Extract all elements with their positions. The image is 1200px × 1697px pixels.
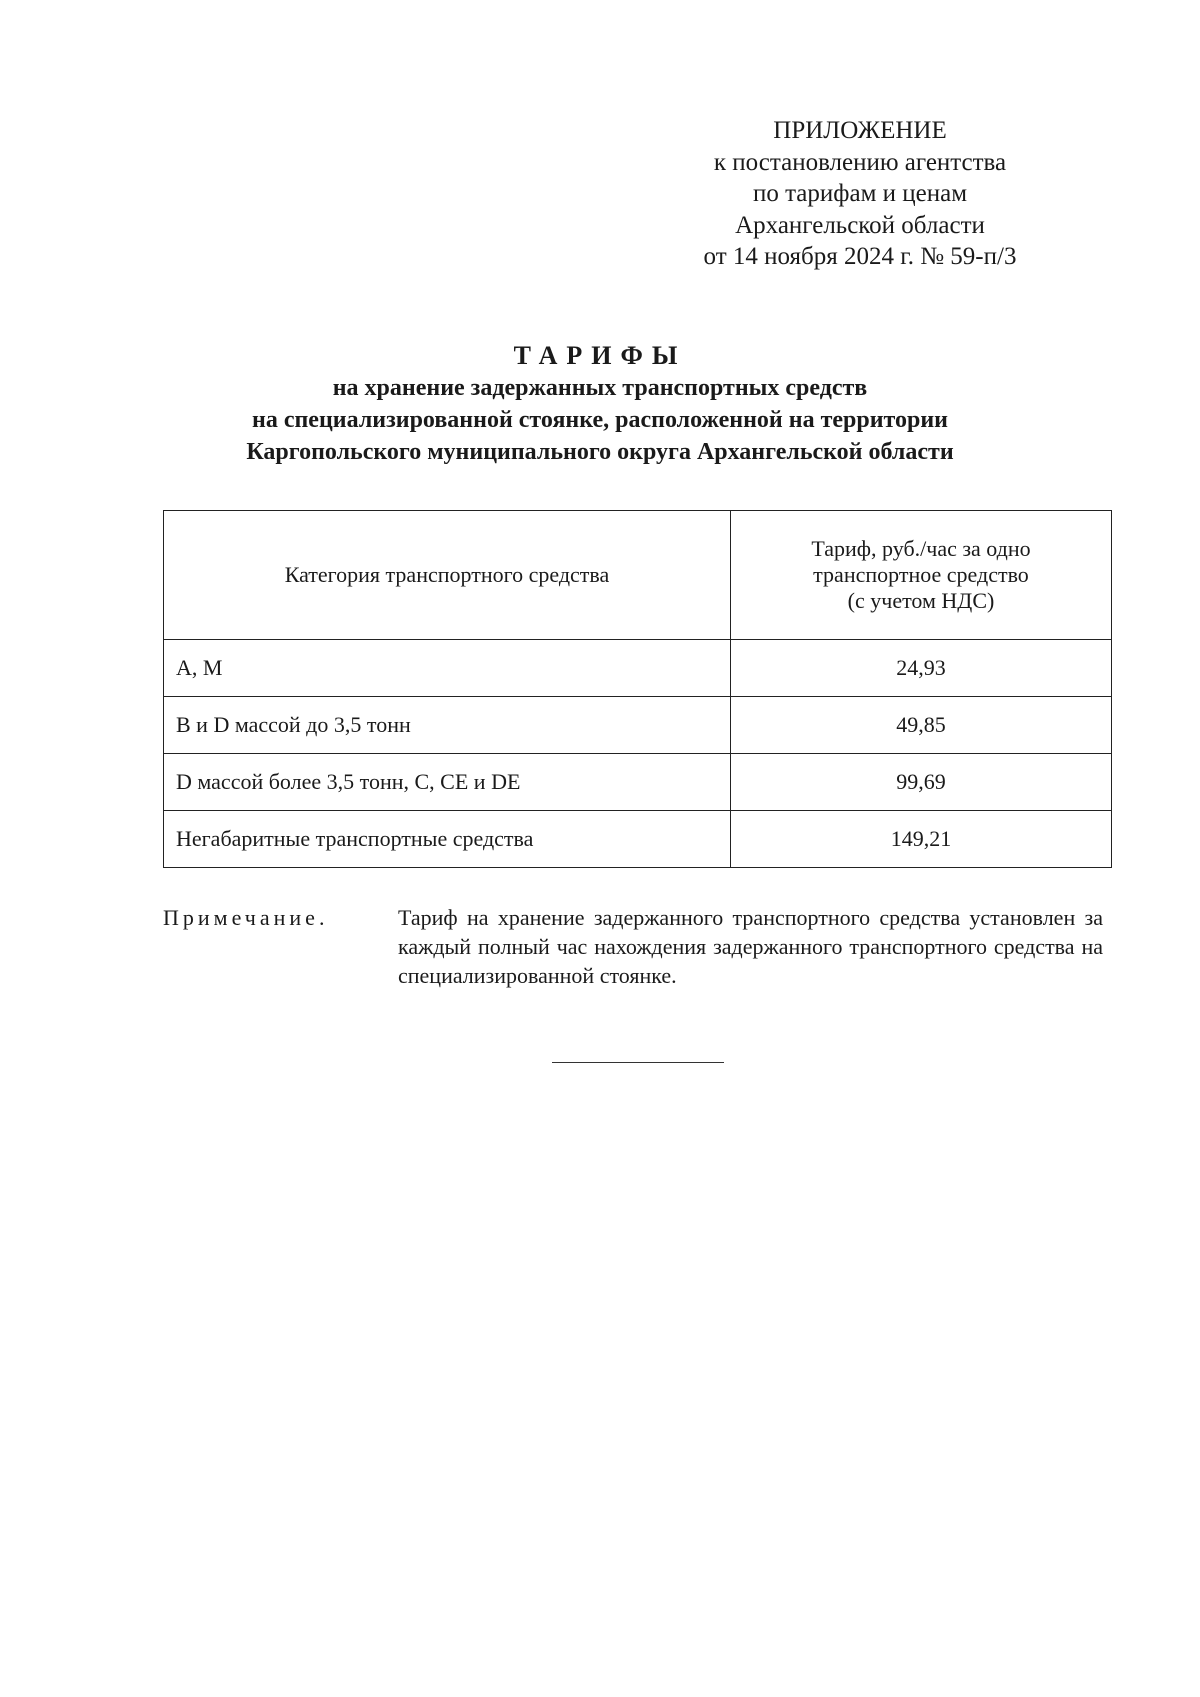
table-row <box>164 697 1112 754</box>
tariffs-table <box>163 510 1112 868</box>
row-tariff: 24,93 <box>731 640 1112 697</box>
note-text: Тариф на хранение задержанного транспортного средства установлен за каждый полный час нахождения задержанного транспортного средства на специализированной стоянке. <box>398 905 1103 988</box>
document-title <box>160 340 1040 468</box>
header-tariff-line: (с учетом НДС) <box>847 588 995 613</box>
title-line: Каргопольского муниципального округа Архангельской области <box>246 439 954 465</box>
appendix-title: ПРИЛОЖЕНИЕ <box>773 117 947 144</box>
row-category: D массой более 3,5 тонн, C, CE и DE <box>164 754 731 811</box>
header-tariff-line: транспортное средство <box>813 562 1029 587</box>
row-tariff: 49,85 <box>731 697 1112 754</box>
table-row <box>164 811 1112 868</box>
title-line: на специализированной стоянке, расположенной на территории <box>251 407 949 433</box>
table-row <box>164 640 1112 697</box>
appendix-header <box>660 115 1060 273</box>
title-main: ТАРИФЫ <box>513 341 687 370</box>
appendix-line: Архангельской области <box>735 211 985 239</box>
end-divider <box>552 1062 724 1063</box>
row-category: B и D массой до 3,5 тонн <box>164 697 731 754</box>
appendix-line: по тарифам и ценам <box>752 180 968 207</box>
header-tariff-line: Тариф, руб./час за одно <box>811 536 1031 561</box>
row-tariff: 149,21 <box>731 811 1112 868</box>
appendix-date-number: от 14 ноября 2024 г. № 59-п/3 <box>703 243 1017 270</box>
row-category: Негабаритные транспортные средства <box>164 811 731 868</box>
row-category: A, M <box>164 640 731 697</box>
header-tariff <box>731 511 1112 640</box>
table-header-row <box>164 511 1112 640</box>
header-category: Категория транспортного средства <box>164 511 731 640</box>
table-row <box>164 754 1112 811</box>
title-line: на хранение задержанных транспортных средств <box>332 375 868 401</box>
row-tariff: 99,69 <box>731 754 1112 811</box>
appendix-line: к постановлению агентства <box>713 148 1007 176</box>
note-label: Примечание. <box>163 905 329 930</box>
